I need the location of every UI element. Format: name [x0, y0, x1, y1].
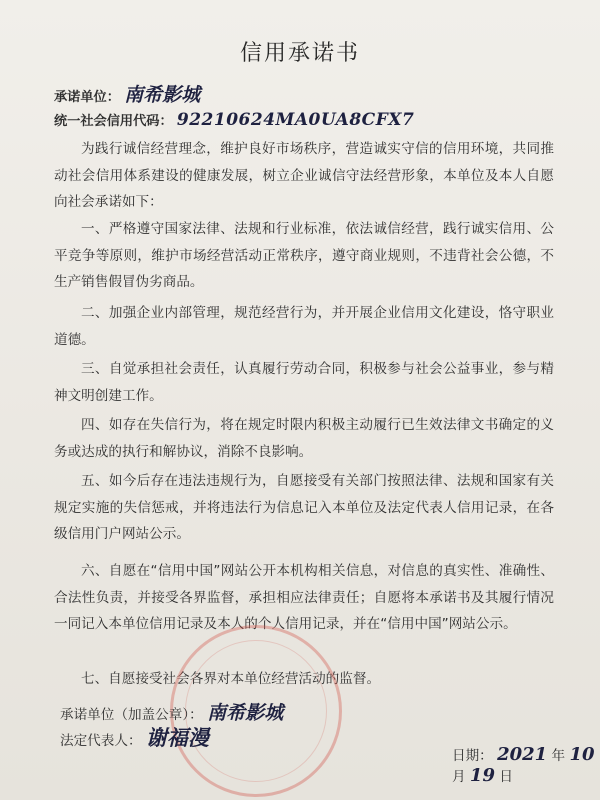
item-1: 一、严格遵守国家法律、法规和行业标准，依法诚信经营，践行诚实信用、公平竞争等原则，维护市场经营活动正常秩序，遵守商业规则，不违背社会公德，不生产销售假冒伪劣商品。 [54, 221, 554, 291]
code-line [54, 110, 414, 130]
date-day: 19 [469, 765, 495, 786]
unit-label: 承诺单位： [54, 90, 120, 105]
date-label: 日期： [452, 748, 493, 764]
item-4: 四、如存在失信行为，将在规定时限内积极主动履行已生效法律文书确定的义务或达成的执行和解协议，消除不良影响。 [54, 417, 554, 460]
date-line [452, 744, 600, 786]
sign-unit-line [60, 698, 283, 725]
date-month-unit: 月 [452, 769, 466, 785]
intro-paragraph: 为践行诚信经营理念，维护良好市场秩序，营造诚实守信的信用环境，共同推动社会信用体系建设的健康发展，树立企业诚信守法经营形象，本单位及本人自愿向社会承诺如下： [54, 141, 554, 211]
item-7: 七、自愿接受社会各界对本单位经营活动的监督。 [81, 671, 381, 687]
representative-signature: 谢福漫 [145, 725, 209, 750]
document-title: 信用承诺书 [239, 41, 360, 66]
item-6: 六、自愿在“信用中国”网站公开本机构相关信息，对信息的真实性、准确性、合法性负责，并接受各界监督，承担相应法律责任；自愿将本承诺书及其履行情况一同记入本单位信用记录及本人的个人信用记录，并在“信用中国”网站公示。 [54, 563, 554, 633]
date-year-unit: 年 [551, 748, 566, 764]
code-handwritten: 92210624MA0UA8CFX7 [176, 110, 415, 130]
item-2: 二、加强企业内部管理，规范经营行为，并开展企业信用文化建设，恪守职业道德。 [54, 305, 554, 348]
item-5: 五、如今后存在违法违规行为，自愿接受有关部门按照法律、法规和国家有关规定实施的失信惩戒，并将违法行为信息记入本单位及法定代表人信用记录，在各级信用门户网站公示。 [54, 473, 554, 543]
unit-line [54, 80, 200, 107]
item-3: 三、自觉承担社会责任，认真履行劳动合同，积极参与社会公益事业，参与精神文明创建工作。 [54, 361, 554, 404]
representative-label: 法定代表人： [60, 733, 142, 749]
date-year: 2021 [497, 744, 548, 765]
date-day-unit: 日 [499, 769, 513, 785]
code-label: 统一社会信用代码： [54, 114, 173, 129]
sign-unit-label: 承诺单位（加盖公章）： [60, 707, 203, 723]
date-month: 10 [569, 744, 595, 765]
sign-unit-signature: 南希影城 [207, 702, 284, 724]
unit-signature: 南希影城 [124, 84, 201, 106]
representative-line [60, 722, 209, 752]
